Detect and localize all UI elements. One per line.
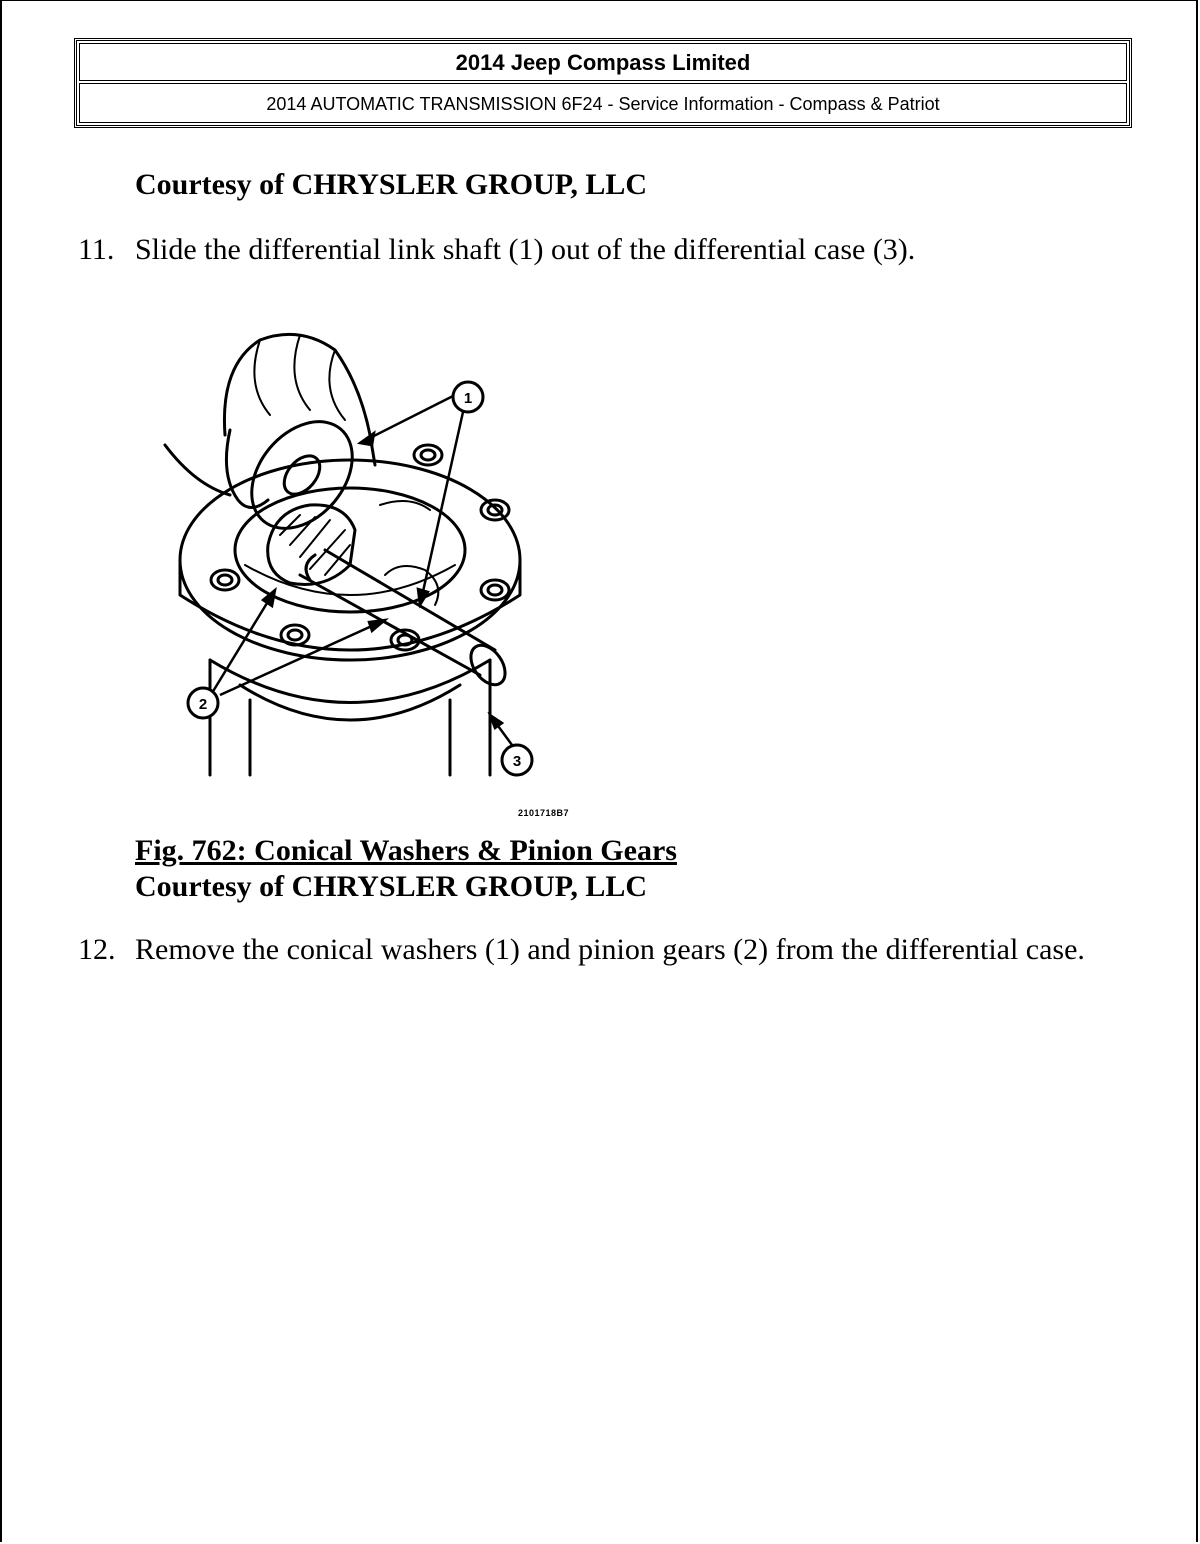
document-header [74,38,1132,128]
step-number: 12. [78,933,116,966]
differential-illustration [150,325,550,785]
courtesy-line-top: Courtesy of CHRYSLER GROUP, LLC [135,168,648,201]
figure-code: 2101718B7 [518,808,570,818]
callout-1-label: 1 [463,390,473,407]
step-text: Remove the conical washers (1) and pinion gears (2) from the differential case. [135,933,1085,966]
vehicle-title: 2014 Jeep Compass Limited [79,43,1127,81]
step-text: Slide the differential link shaft (1) out of the differential case (3). [135,233,916,266]
step-number: 11. [78,233,115,266]
section-subtitle: 2014 AUTOMATIC TRANSMISSION 6F24 - Service Information - Compass & Patriot [79,83,1127,123]
callout-2-label: 2 [198,696,208,713]
callout-3-label: 3 [512,753,522,770]
figure-courtesy: Courtesy of CHRYSLER GROUP, LLC [135,870,648,903]
figure-caption: Fig. 762: Conical Washers & Pinion Gears [135,834,677,867]
